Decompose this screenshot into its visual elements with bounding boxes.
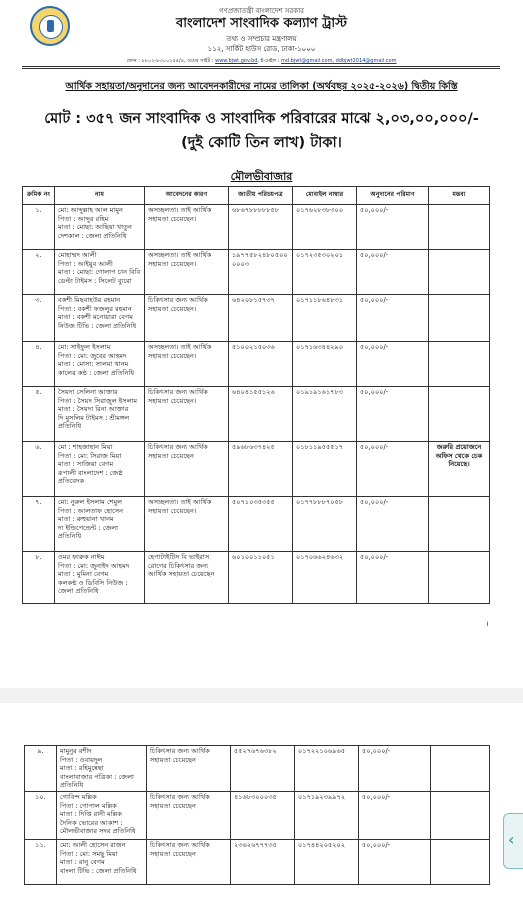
cell-amount: ৫০,০০০/- [359, 792, 431, 840]
col-sl: ক্রমিক নং [23, 187, 55, 205]
table-row [23, 442, 490, 497]
cell-amount: ৫০,০০০/- [357, 342, 429, 387]
cell-mobile: ০১৭২২১০৬৯৬৫ [295, 746, 359, 792]
cell-nid: ৬৪০৪১৫৫১২৬ [229, 387, 293, 442]
cell-reason: অসচ্ছলতা। তাই আর্থিক সহায়তা চেয়েছেন। [145, 497, 229, 552]
page-gap [0, 688, 523, 703]
cell-remarks [429, 250, 490, 295]
chevron-left-icon: ‹ [508, 830, 515, 849]
cell-amount: ৫০,০০০/- [357, 497, 429, 552]
cell-sl: ৬. [23, 442, 55, 497]
cell-nid: ৬৪২০৮১৫৭৩৭ [229, 295, 293, 342]
website-link[interactable]: www.bjwt.gov.bd [215, 58, 258, 64]
cell-mobile: ০১৭৭৮৮৮৭০৫৮ [293, 497, 357, 552]
cell-remarks [431, 840, 490, 885]
cell-mobile: ০১৭১১৮৬৪৮৩১ [293, 295, 357, 342]
total-line-1: মোট : ৩৫৭ জন সাংবাদিক ও সাংবাদিক পরিবারের মাঝে ২,০৩,০০,০০০/- [44, 111, 479, 127]
cell-reason: অসচ্ছলতা। তাই আর্থিক সহায়তা চেয়েছেন। [145, 250, 229, 295]
cell-mobile: ০১৮১১৯৫৫৫১৭ [293, 442, 357, 497]
cell-reason: চিকিৎসার জন্য আর্থিক সহায়তা চেয়েছেন। [145, 387, 229, 442]
cell-mobile: ০১৭১৬৩৪৪২৯০ [293, 342, 357, 387]
cell-name: মোহাম্মদ আলী পিতা : আইয়ুব আলী মাতা : মোছা: গোলাপ চান বিবি ডেল্টা টাইমস : সিলেট ব্যুরো [55, 250, 145, 295]
cell-remarks [431, 792, 490, 840]
cell-name: মো: নুরুল ইসলাম শেমুল পিতা : আলতাফ হোসেন মাতা : রুহুয়ানা খানম দ্য ইন্ডিপেন্ডেন্ট : জেলা প্রতিনিধি [55, 497, 145, 552]
table-row [25, 792, 490, 840]
cell-nid: ৬৮৬৭৮৮৮৮৮৫৮ [229, 205, 293, 250]
cell-nid: ২৩৬২৬৭৭৭৩৫ [231, 840, 295, 885]
cell-amount: ৫০,০০০/- [357, 295, 429, 342]
cell-remarks [429, 497, 490, 552]
cell-reason: চিকিৎসার জন্য আর্থিক সহায়তা চেয়েছেন [147, 792, 231, 840]
cell-sl: ৭. [23, 497, 55, 552]
table-row [25, 840, 490, 885]
col-remarks: মন্তব্য [429, 187, 490, 205]
cell-sl: ৮. [23, 552, 55, 604]
cell-remarks [429, 387, 490, 442]
contact-prefix: ফোন : ৮৮০২-৮৩০০২৫৫/৪, ওয়েব সাইট : [126, 58, 214, 64]
cell-amount: ৫০,০০০/- [357, 442, 429, 497]
cell-remarks [429, 205, 490, 250]
cell-nid: ৬০১০০১১০৫১ [229, 552, 293, 604]
cell-name: মো: সাইফুল ইসলাম পিতা : মো: জুবের আহমদ মাতা : মোসা: সালমা খানম কালের কণ্ঠ : জেলা প্রতিনিধি [55, 342, 145, 387]
cell-reason: চিকিৎসার জন্য আর্থিক সহায়তা চেয়েছেন [145, 442, 229, 497]
cell-sl: ১০. [25, 792, 57, 840]
table-row [23, 295, 490, 342]
cell-nid: ৫০৭১০৩৫৩৫৫ [229, 497, 293, 552]
cell-reason: চিকিৎসার জন্য আর্থিক সহায়তা চেয়েছেন [147, 840, 231, 885]
cell-mobile: ০১৭৪৪২০৫২০২ [295, 840, 359, 885]
side-panel-toggle[interactable] [503, 813, 523, 869]
cell-remarks [429, 552, 490, 604]
table-row [23, 497, 490, 552]
cell-remarks [429, 342, 490, 387]
cell-remarks [431, 746, 490, 792]
header-contact [0, 58, 523, 66]
document-page-2 [0, 703, 523, 900]
cell-remarks: জরুরি প্রয়োজনে অফিস থেকে চেক নিয়েছে। [429, 442, 490, 497]
cell-mobile: ০১৯১৯১৬১৭৮৩ [293, 387, 357, 442]
col-amount: অনুদানের পরিমাণ [357, 187, 429, 205]
cell-reason: চিকিৎসার জন্য আর্থিক সহায়তা চেয়েছেন। [145, 295, 229, 342]
cell-sl: ১. [23, 205, 55, 250]
cell-name: মো : শাহজাহান মিয়া পিতা : মো: সিরাজ মিয়া মাতা : সাজিয়া বেগম রূপালী বাংলাদেশ : জেষ্ঠ প্রতিবেদক [55, 442, 145, 497]
cell-amount: ৫০,০০০/- [359, 840, 431, 885]
email-prefix: , ই-মেইল : [257, 58, 280, 64]
table-row [25, 746, 490, 792]
page-number: । [486, 620, 489, 628]
header-government: গণপ্রজাতন্ত্রী বাংলাদেশ সরকার [219, 7, 304, 15]
cell-amount: ৫০,০০০/- [357, 552, 429, 604]
cell-amount: ৫০,০০০/- [359, 746, 431, 792]
header-ministry: তথ্য ও সম্প্রচার মন্ত্রণালয় [226, 35, 297, 43]
cell-reason: হেপাটাইটিস বি ভাইরাস রোগের চিকিৎসার জন্য আর্থিক সহায়তা চেয়েছেন [145, 552, 229, 604]
table-row [23, 205, 490, 250]
cell-mobile: ০১৭৬২৮৩৮৩০০ [293, 205, 357, 250]
cell-sl: ২. [23, 250, 55, 295]
cell-reason: চিকিৎসার জন্য আর্থিক সহায়তা চেয়েছেন [147, 746, 231, 792]
district-heading: মৌলভীবাজার [230, 170, 293, 183]
header-divider [22, 66, 500, 67]
cell-nid: ৫৯৬৮৬৩৭৪২৫ [229, 442, 293, 497]
cell-sl: ৯. [25, 746, 57, 792]
col-mobile: মোবাইল নাম্বার [293, 187, 357, 205]
cell-amount: ৫০,০০০/- [357, 205, 429, 250]
cell-mobile: ০১৭০৬৬২৪৬৩২ [293, 552, 357, 604]
cell-name: সৈয়দা সেলিনা আক্তার পিতা : সৈয়দ সিরাজুল ইসলাম মাতা : সৈয়দা রিনা আক্তার দি মুসলিম টাইমস : শ্রীমঙ্গল প্রতিনিধি [55, 387, 145, 442]
cell-sl: ১১. [25, 840, 57, 885]
cell-sl: ৫. [23, 387, 55, 442]
cell-name: মো: আলী হোসেন রাজন পিতা : মো: সমছু মিয়া মাতা : রানু বেগম বাংলা টিভি : জেলা প্রতিনিধি [57, 840, 147, 885]
header-title: বাংলাদেশ সাংবাদিক কল্যাণ ট্রাস্ট [176, 16, 347, 31]
cell-sl: ৪. [23, 342, 55, 387]
table-row [23, 387, 490, 442]
recipients-table-continued [24, 745, 490, 885]
notice-heading: আর্থিক সহায়তা/অনুদানের জন্য আবেদনকারীদের নামের তালিকা (অর্থবছর ২০২৫-২০২৬) দ্বিতীয় কিস্তি [65, 81, 458, 92]
email-link[interactable]: md.bjwt@gmail.com, ddbjwt2014@gmail.com [281, 58, 397, 64]
cell-mobile: ০১৭১৯২৩৯৯৭২ [295, 792, 359, 840]
cell-amount: ৫০,০০০/- [357, 387, 429, 442]
cell-amount: ৫০,০০০/- [357, 250, 429, 295]
col-reason: আবেদনের কারণ [145, 187, 229, 205]
cell-name: বকশী মিছবাহউর রহমান পিতা : বকশী ফজলুর রহমান মাতা : বকশী মনোয়ারা বেগম নিউজ টিভি : জেলা প্রতিনিধি [55, 295, 145, 342]
recipients-table [22, 186, 490, 604]
cell-mobile: ০১৭২৩৫৩০২০১ [293, 250, 357, 295]
cell-name: মো: আব্দুল্লাহ আল মামুন পিতা : আব্দুর রহিম মাতা : মোছা: আছিয়া খাতুন দেশকাল : জেলা প্রতিনিধি [55, 205, 145, 250]
cell-nid: ১৯৭৭৫৮২৪৮০৫০০০০০৩ [229, 250, 293, 295]
cell-reason: অসচ্ছলতা। তাই আর্থিক সহায়তা চেয়েছেন। [145, 205, 229, 250]
cell-remarks [429, 295, 490, 342]
cell-reason: অসচ্ছলতা। তাই আর্থিক সহায়তা চেয়েছেন। [145, 342, 229, 387]
col-nid: জাতীয় পরিচয়পত্র [229, 187, 293, 205]
table-row [23, 342, 490, 387]
cell-nid: ৪১৬৮৩০০০৩৫ [231, 792, 295, 840]
cell-name: মামুনুর রশীদ পিতা : ওবায়দুল মাতা : রহিমুন্নেছা বাংলাবাজার পত্রিকা : জেলা প্রতিনিধি [57, 746, 147, 792]
table-row [23, 552, 490, 604]
cell-nid: ৫৫২৭৬৭৬৩৮২ [231, 746, 295, 792]
cell-nid: ৫১০০২১৫০৩৬ [229, 342, 293, 387]
col-name: নাম [55, 187, 145, 205]
table-row [23, 250, 490, 295]
cell-name: গোবিন্দ মল্লিক পিতা : গোপাল মল্লিক মাতা : দিপ্তি রানী মল্লিক দৈনিক ভোরের আকাশ : মৌলভীবাজার সদর প্রতিনিধি [57, 792, 147, 840]
header-address: ১১২, সার্কিট হাউস রোড, ঢাকা-১০০০ [207, 45, 316, 53]
total-line-2: (দুই কোটি তিন লাখ) টাকা। [181, 135, 342, 151]
cell-name: ওমর ফারুক নাঈম পিতা : মো: জুনাইদ আহমদ মাতা : মুমিনা বেগম কলকণ্ঠ ও ডিবিসি নিউজ : জেলা প্রতিনিধি [55, 552, 145, 604]
header-divider-2 [22, 68, 500, 69]
cell-sl: ৩. [23, 295, 55, 342]
